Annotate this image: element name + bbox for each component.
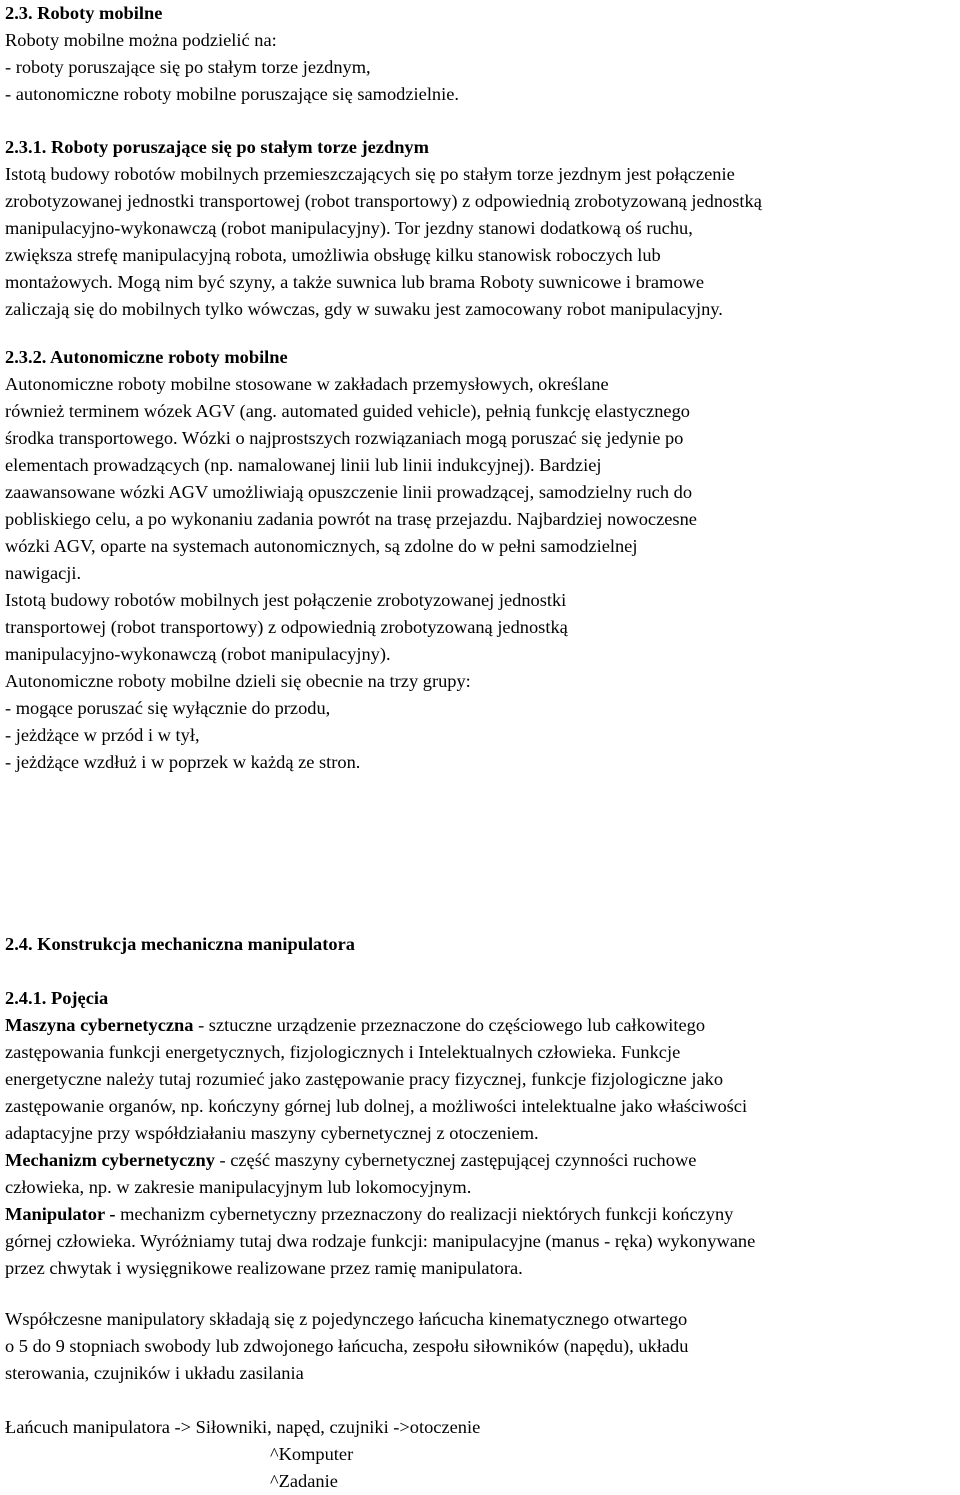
section-intro: Roboty mobilne można podzielić na: [5,30,277,50]
text-line: Autonomiczne roboty mobilne dzieli się obecnie na trzy grupy: [5,671,471,691]
section-heading: 2.3.1. Roboty poruszające się po stałym torze jezdnym [5,137,429,157]
text-line: manipulacyjno-wykonawczą (robot manipulacyjny). [5,644,391,664]
chain-task: ^Zadanie [270,1471,338,1491]
text-line: górnej człowieka. Wyróżniamy tutaj dwa rodzaje funkcji: manipulacyjne (manus - ręka) wykonywane [5,1231,756,1251]
definition-line: Mechanizm cybernetyczny - część maszyny cybernetycznej zastępującej czynności ruchowe [5,1150,697,1170]
text-line: nawigacji. [5,563,82,583]
text-line: zwiększa strefę manipulacyjną robota, umożliwia obsługę kilku stanowisk roboczych lub [5,245,661,265]
section-heading: 2.3.2. Autonomiczne roboty mobilne [5,347,288,367]
manipulator-chain [5,1414,960,1495]
text-line: pobliskiego celu, a po wykonaniu zadania powrót na trasę przejazdu. Najbardziej nowoczesne [5,509,697,529]
section-heading: 2.4.1. Pojęcia [5,988,109,1008]
definition-line: Maszyna cybernetyczna - sztuczne urządzenie przeznaczone do częściowego lub całkowitego [5,1015,706,1035]
definition-line: Manipulator - mechanizm cybernetyczny przeznaczony do realizacji niektórych funkcji kończyny [5,1204,734,1224]
section-2-4-1 [5,985,960,1282]
term: Manipulator - [5,1204,116,1224]
text-line: transportowej (robot transportowy) z odpowiednią zrobotyzowaną jednostką [5,617,568,637]
chain-line: Łańcuch manipulatora -> Siłowniki, napęd, czujniki ->otoczenie [5,1417,481,1437]
text-line: Autonomiczne roboty mobilne stosowane w zakładach przemysłowych, określane [5,374,609,394]
section-2-3 [5,0,960,108]
list-item: - autonomiczne roboty mobilne poruszające się samodzielnie. [5,84,459,104]
section-2-3-1 [5,134,960,323]
section-2-3-2 [5,344,960,776]
text-line: zastępowanie organów, np. kończyny górnej lub dolnej, a możliwości intelektualne jako właściwości [5,1096,748,1116]
term: Maszyna cybernetyczna [5,1015,194,1035]
text-line: człowieka, np. w zakresie manipulacyjnym lub lokomocyjnym. [5,1177,472,1197]
text-line: elementach prowadzących (np. namalowanej linii lub linii indukcyjnej). Bardziej [5,455,602,475]
text-line: o 5 do 9 stopniach swobody lub zdwojonego łańcucha, zespołu siłowników (napędu), układu [5,1336,689,1356]
list-item: - jeżdżące w przód i w tył, [5,725,200,745]
text-line: zaliczają się do mobilnych tylko wówczas, gdy w suwaku jest zamocowany robot manipulacyjny. [5,299,723,319]
text-line: zaawansowane wózki AGV umożliwiają opuszczenie linii prowadzącej, samodzielny ruch do [5,482,693,502]
text-line: zrobotyzowanej jednostki transportowej (robot transportowy) z odpowiednią zrobotyzowaną jednostką [5,191,762,211]
text-line: montażowych. Mogą nim być szyny, a także suwnica lub brama Roboty suwnicowe i bramowe [5,272,705,292]
text-line: manipulacyjno-wykonawczą (robot manipulacyjny). Tor jezdny stanowi dodatkową oś ruchu, [5,218,693,238]
section-2-4 [5,931,960,958]
text-line: środka transportowego. Wózki o najprostszych rozwiązaniach mogą poruszać się jedynie po [5,428,684,448]
text-line: wózki AGV, oparte na systemach autonomicznych, są zdolne do w pełni samodzielnej [5,536,638,556]
text-line: zastępowania funkcji energetycznych, fizjologicznych i Intelektualnych człowieka. Funkcje [5,1042,681,1062]
section-heading: 2.3. Roboty mobilne [5,3,163,23]
section-heading: 2.4. Konstrukcja mechaniczna manipulatora [5,934,355,954]
chain-computer: ^Komputer [270,1444,354,1464]
text-line: Istotą budowy robotów mobilnych przemieszczających się po stałym torze jezdnym jest połączenie [5,164,735,184]
text-line: przez chwytak i wysięgnikowe realizowane przez ramię manipulatora. [5,1258,523,1278]
text-line: adaptacyjne przy współdziałaniu maszyny cybernetycznej z otoczeniem. [5,1123,539,1143]
list-item: - roboty poruszające się po stałym torze jezdnym, [5,57,371,77]
text-line: energetyczne należy tutaj rozumieć jako zastępowanie pracy fizycznej, funkcje fizjologiczne jako [5,1069,724,1089]
term: Mechanizm cybernetyczny [5,1150,215,1170]
text-line: Współczesne manipulatory składają się z pojedynczego łańcucha kinematycznego otwartego [5,1309,688,1329]
text-line: Istotą budowy robotów mobilnych jest połączenie zrobotyzowanej jednostki [5,590,567,610]
list-item: - mogące poruszać się wyłącznie do przodu, [5,698,331,718]
text-line: sterowania, czujników i układu zasilania [5,1363,304,1383]
text-line: również terminem wózek AGV (ang. automated guided vehicle), pełnią funkcję elastycznego [5,401,690,421]
list-item: - jeżdżące wzdłuż i w poprzek w każdą ze stron. [5,752,361,772]
paragraph-modern-manipulators [5,1306,960,1387]
